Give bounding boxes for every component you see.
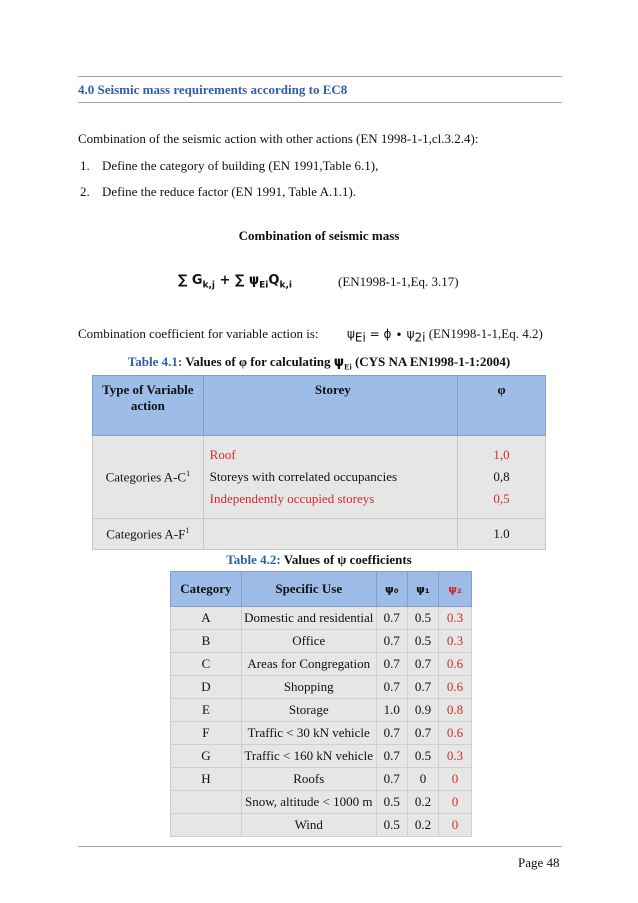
table-4-1 — [92, 375, 546, 550]
header-use: Specific Use — [241, 572, 376, 607]
cell-psi2: 0 — [439, 791, 472, 814]
cell-psi1: 0.9 — [407, 699, 438, 722]
cell-psi2: 0.6 — [439, 653, 472, 676]
steps-list — [80, 158, 378, 210]
table-4-2-caption: Table 4.2: Values of ψ coefficients — [226, 552, 412, 567]
cell-psi2: 0.8 — [439, 699, 472, 722]
header-phi: φ — [458, 376, 546, 436]
cell-use: Traffic < 30 kN vehicle — [241, 722, 376, 745]
cell-psi0: 0.7 — [376, 722, 407, 745]
cell-psi0: 0.7 — [376, 653, 407, 676]
seismic-mass-formula: ∑ $G_{k,j}$ + ∑ $\psi_{Ei}Q_{k,i}$ — [178, 273, 292, 291]
cell-psi1: 0.5 — [407, 745, 438, 768]
cell-psi1: 0.7 — [407, 676, 438, 699]
formula-reference: (EN1998-1-1,Eq. 3.17) — [338, 274, 459, 289]
cell-psi1: 0.2 — [407, 791, 438, 814]
table-4-2 — [170, 571, 472, 837]
cell-psi0: 1.0 — [376, 699, 407, 722]
table-header-row — [93, 376, 546, 436]
header-psi0: ψ₀ — [376, 572, 407, 607]
header-psi1: ψ₁ — [407, 572, 438, 607]
row-category: Categories $A-C^1$ — [93, 436, 204, 519]
header-type: Type of Variable action — [93, 376, 204, 436]
cell-use: Snow, altitude < 1000 m — [241, 791, 376, 814]
cell-psi1: 0 — [407, 768, 438, 791]
list-item: 2. Define the reduce factor (EN 1991, Table A.1.1). — [80, 184, 357, 199]
cell-use: Roofs — [241, 768, 376, 791]
header-storey: Storey — [203, 376, 457, 436]
cell-category: B — [171, 630, 242, 653]
coefficient-formula: $\psi_{Ei} = \phi \cdot \psi_{2i}$ (EN1998-1-1,Eq. 4.2) — [347, 326, 543, 345]
cell-psi0: 0.7 — [376, 745, 407, 768]
cell-psi2: 0 — [439, 768, 472, 791]
table-row — [171, 745, 472, 768]
cell-psi2: 0.3 — [439, 630, 472, 653]
table-row — [171, 722, 472, 745]
row-storey — [203, 519, 457, 550]
cell-psi1: 0.2 — [407, 814, 438, 837]
cell-category: C — [171, 653, 242, 676]
cell-use: Traffic < 160 kN vehicle — [241, 745, 376, 768]
cell-use: Office — [241, 630, 376, 653]
footer-rule — [78, 846, 562, 847]
cell-category: D — [171, 676, 242, 699]
cell-psi0: 0.5 — [376, 814, 407, 837]
section-bottom-rule — [78, 102, 562, 103]
cell-psi0: 0.7 — [376, 607, 407, 630]
list-item: 1. Define the category of building (EN 1991,Table 6.1), — [80, 158, 379, 173]
cell-category: E — [171, 699, 242, 722]
header-psi2: ψ₂ — [439, 572, 472, 607]
cell-use: Storage — [241, 699, 376, 722]
cell-use: Wind — [241, 814, 376, 837]
cell-use: Shopping — [241, 676, 376, 699]
cell-category — [171, 791, 242, 814]
cell-psi1: 0.5 — [407, 607, 438, 630]
cell-category — [171, 814, 242, 837]
cell-use: Domestic and residential — [241, 607, 376, 630]
table-row — [171, 814, 472, 837]
cell-category: A — [171, 607, 242, 630]
row-phi: 1.0 — [458, 519, 546, 550]
intro-text: Combination of the seismic action with other actions (EN 1998-1-1,cl.3.2.4): — [78, 131, 479, 146]
cell-psi0: 0.7 — [376, 630, 407, 653]
cell-category: F — [171, 722, 242, 745]
cell-psi1: 0.7 — [407, 653, 438, 676]
row-storeys: Roof Storeys with correlated occupancies Independently occupied storeys — [203, 436, 457, 519]
cell-psi2: 0.3 — [439, 745, 472, 768]
cell-psi1: 0.7 — [407, 722, 438, 745]
cell-category: H — [171, 768, 242, 791]
section-top-rule — [78, 76, 562, 77]
table-4-1-caption: Table 4.1: Values of φ for calculating $\psi_{Ei}$ (CYS NA EN1998-1-1:2004) — [127, 354, 511, 372]
cell-category: G — [171, 745, 242, 768]
cell-psi2: 0 — [439, 814, 472, 837]
header-category: Category — [171, 572, 242, 607]
cell-use: Areas for Congregation — [241, 653, 376, 676]
table-row — [171, 768, 472, 791]
cell-psi1: 0.5 — [407, 630, 438, 653]
table-row — [171, 791, 472, 814]
table-row — [171, 699, 472, 722]
cell-psi2: 0.6 — [439, 676, 472, 699]
page-number: Page 48 — [518, 855, 560, 870]
cell-psi2: 0.3 — [439, 607, 472, 630]
row-category: Categories $A-F^1$ — [93, 519, 204, 550]
table-row — [93, 519, 546, 550]
table-row — [171, 630, 472, 653]
cell-psi0: 0.7 — [376, 676, 407, 699]
table-row — [171, 653, 472, 676]
table-row — [171, 607, 472, 630]
table-row — [93, 436, 546, 519]
coefficient-label: Combination coefficient for variable action is: — [78, 326, 319, 341]
cell-psi0: 0.7 — [376, 768, 407, 791]
cell-psi2: 0.6 — [439, 722, 472, 745]
cell-psi0: 0.5 — [376, 791, 407, 814]
combination-title: Combination of seismic mass — [238, 228, 400, 243]
table-row — [171, 676, 472, 699]
table-header-row — [171, 572, 472, 607]
row-phis: 1,0 0,8 0,5 — [458, 436, 546, 519]
section-title: 4.0 Seismic mass requirements according to EC8 — [78, 82, 348, 97]
